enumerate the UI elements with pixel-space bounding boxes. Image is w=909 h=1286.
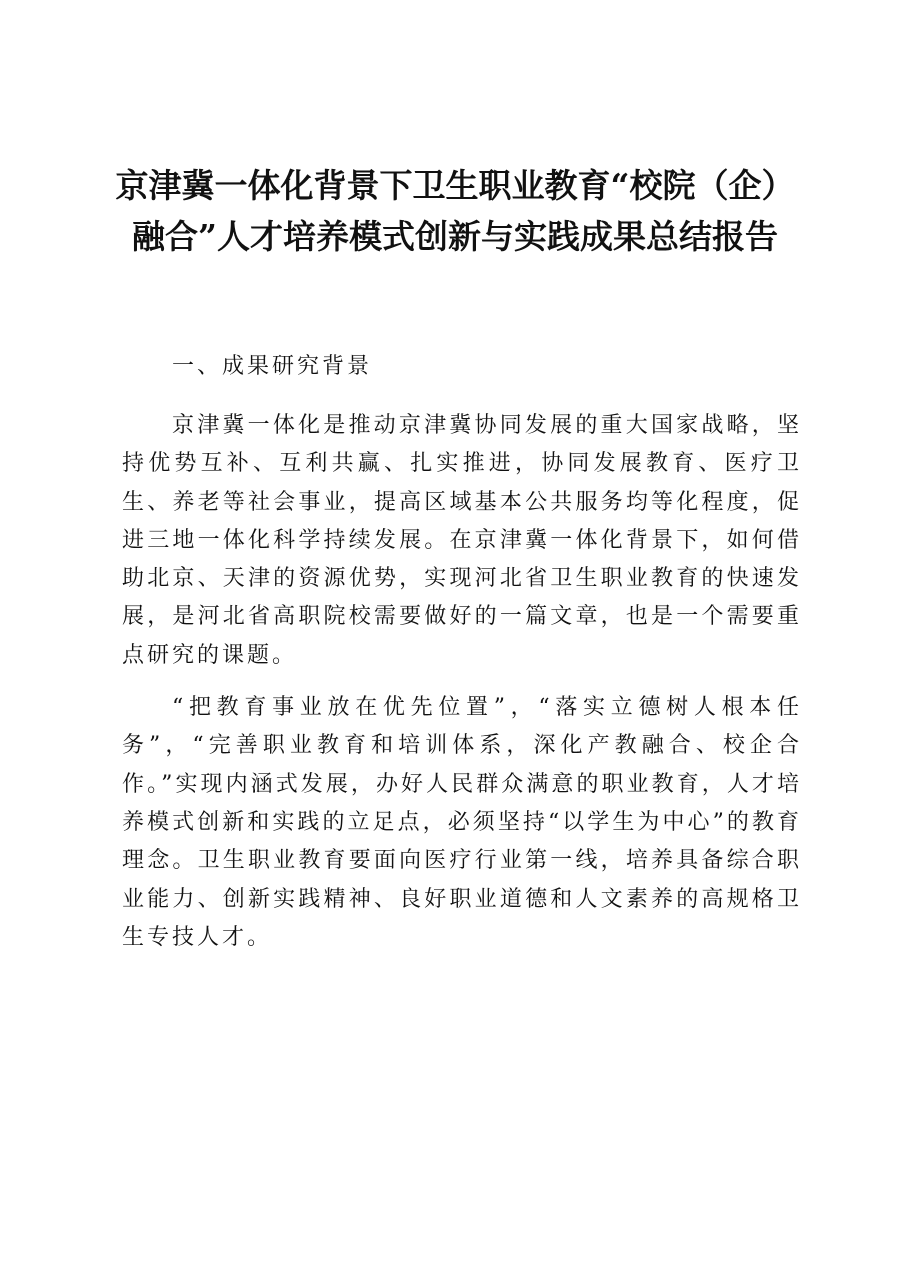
paragraph-education-policy: “把教育事业放在优先位置”，“落实立德树人根本任务”，“完善职业教育和培训体系，深化产教融合、校企合作。”实现内涵式发展，办好人民群众满意的职业教育，人才培养模式创新和实践的立足点，必须坚持“以学生为中心”的教育理念。卫生职业教育要面向医疗行业第一线，培养具备综合职业能力、创新实践精神、良好职业道德和人文素养的高规格卫生专技人才。 bbox=[122, 695, 802, 950]
section-heading: 一、成果研究背景 bbox=[172, 354, 373, 379]
document-title: 京津冀一体化背景下卫生职业教育“校院（企）融合”人才培养模式创新与实践成果总结报告 bbox=[115, 166, 795, 256]
paragraph-background: 京津冀一体化是推动京津冀协同发展的重大国家战略，坚持优势互补、互利共赢、扎实推进，协同发展教育、医疗卫生、养老等社会事业，提高区域基本公共服务均等化程度，促进三地一体化科学持续发展。在京津冀一体化背景下，如何借助北京、天津的资源优势，实现河北省卫生职业教育的快速发展，是河北省高职院校需要做好的一篇文章，也是一个需要重点研究的课题。 bbox=[122, 413, 802, 668]
document-body bbox=[122, 348, 802, 971]
